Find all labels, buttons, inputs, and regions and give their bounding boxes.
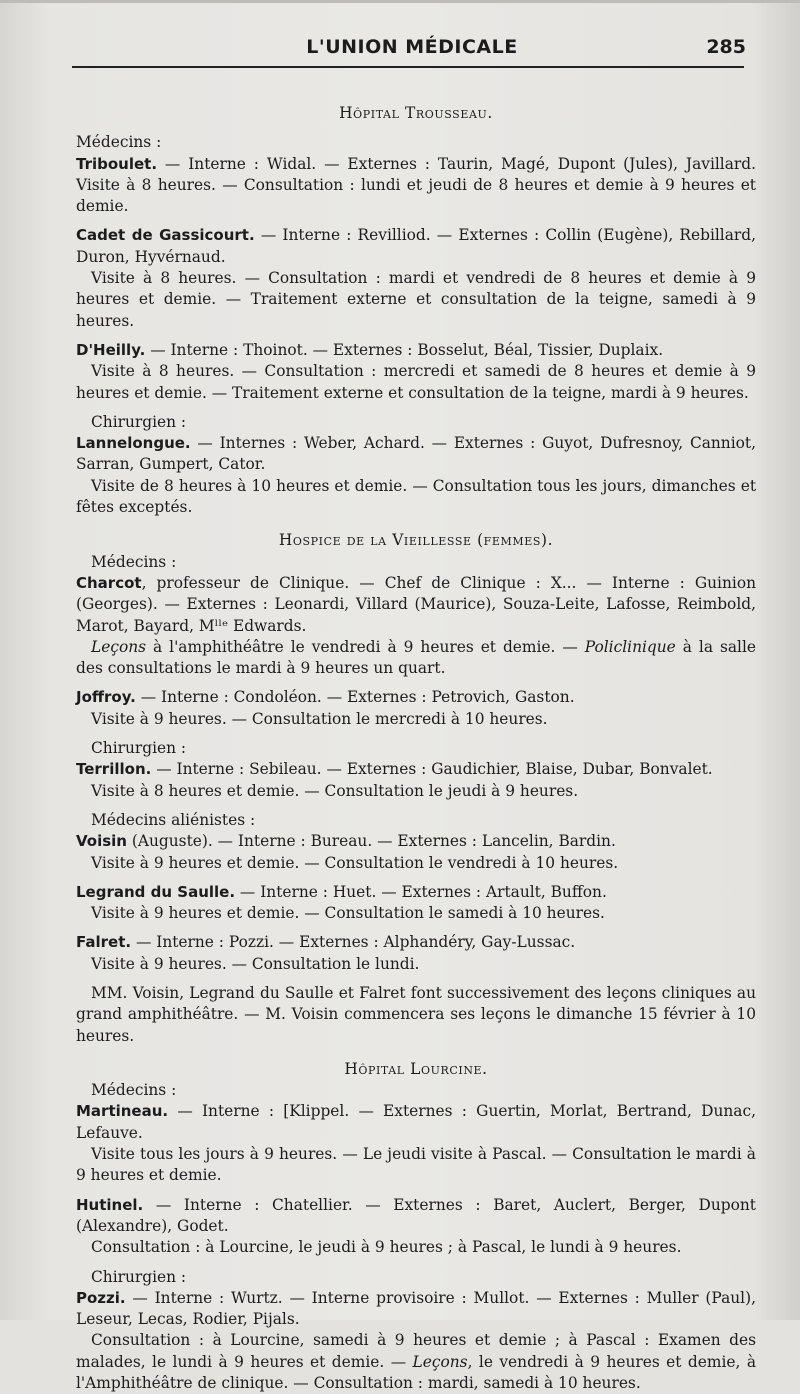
entry-text: Consultation : à Lourcine, samedi à 9 heures et demie ; à Pascal : Examen des malades, le lundi à 9 heures et demie. — (76, 1331, 756, 1371)
entry-lecons (76, 637, 756, 680)
doctor-name: Charcot (76, 573, 142, 592)
entry-consultation: Consultation : à Lourcine, le jeudi à 9 heures ; à Pascal, le lundi à 9 heures. (91, 1238, 682, 1257)
chirurgien-label: Chirurgien : (91, 412, 187, 431)
chirurgien-label: Chirurgien : (91, 1267, 187, 1286)
entry-text: — Interne : Wurtz. — Interne provisoire : Mullot. — Externes : Muller (Paul), Leseur, Lecas, Rodier, Pijals. (76, 1288, 756, 1329)
doctor-name: Pozzi. (76, 1288, 126, 1307)
doctor-name: Joffroy. (76, 688, 136, 707)
doctor-name: Legrand du Saulle. (76, 882, 236, 901)
entry-visit: Visite à 9 heures et demie. — Consultation le vendredi à 10 heures. (91, 853, 619, 872)
doctor-name: Lannelongue. (76, 434, 191, 453)
section-heading-lourcine: Hôpital Lourcine. (344, 1059, 488, 1078)
entry-text: — Interne : Thoinot. — Externes : Bosselut, Béal, Tissier, Duplaix. (145, 340, 664, 359)
entry-text: — Internes : Weber, Achard. — Externes : Guyot, Dufresnoy, Canniot, Sarran, Gumpert, Cator. (76, 434, 756, 474)
entry-text: — Interne : Pozzi. — Externes : Alphandéry, Gay-Lussac. (131, 933, 576, 952)
entry-visit: Visite à 9 heures. — Consultation le lundi. (91, 954, 420, 973)
doctor-name: D'Heilly. (76, 340, 146, 359)
medecins-label: Médecins : (76, 133, 162, 152)
entry-pozzi (76, 1288, 756, 1331)
entry-text: — Interne : Widal. — Externes : Taurin, Magé, Dupont (Jules), Javillard. Visite à 8 heures. — Consultation : lundi et jeudi de 8 heures et demie à 9 heures et demie. (76, 154, 756, 216)
medecins-label: Médecins : (91, 552, 177, 571)
entry-lannelongue (76, 433, 756, 476)
doctor-name: Terrillon. (76, 760, 152, 779)
article-body (76, 103, 756, 1394)
doctor-name: Hutinel. (76, 1195, 144, 1214)
top-edge (0, 0, 800, 3)
chirurgien-label: Chirurgien : (91, 739, 187, 758)
entry-voisin (76, 831, 756, 852)
entry-consultation (76, 1330, 756, 1394)
entry-text: à la salle des consultations le mardi à 9 heures un quart. (76, 637, 756, 678)
doctor-name: Triboulet. (76, 154, 158, 173)
entry-text: — Interne : [Klippel. — Externes : Guertin, Morlat, Bertrand, Dunac, Lefauve. (76, 1102, 756, 1142)
entry-heilly (76, 340, 756, 361)
entry-visit: Visite à 8 heures et demie. — Consultation le jeudi à 9 heures. (91, 781, 579, 800)
italic-term: Leçons (91, 637, 147, 656)
entry-falret (76, 932, 756, 953)
entry-hutinel (76, 1195, 756, 1238)
entry-visit: Visite à 9 heures et demie. — Consultation le samedi à 10 heures. (91, 904, 605, 923)
entry-visit: Visite de 8 heures à 10 heures et demie. — Consultation tous les jours, dimanches et fêtes exceptés. (76, 476, 756, 517)
medecins-label: Médecins : (91, 1081, 177, 1100)
page-number: 285 (706, 36, 746, 58)
header-rule (72, 66, 744, 68)
entry-text: — Interne : Huet. — Externes : Artault, Buffon. (235, 882, 607, 901)
entry-joffroy (76, 687, 756, 708)
entry-triboulet (76, 154, 756, 218)
italic-term: Leçons (412, 1352, 468, 1371)
doctor-name: Falret. (76, 933, 132, 952)
entry-charcot (76, 573, 756, 637)
running-header (72, 34, 752, 64)
section-heading-trousseau: Hôpital Trousseau. (339, 104, 493, 122)
italic-term: Policlinique (584, 637, 676, 656)
entry-martineau (76, 1101, 756, 1144)
entry-terrillon (76, 759, 756, 780)
doctor-name: Martineau. (76, 1102, 169, 1121)
alienistes-label: Médecins aliénistes : (91, 810, 256, 829)
doctor-name: Cadet de Gassicourt. (76, 226, 255, 245)
section-heading-vieillesse: Hospice de la Vieillesse (femmes). (278, 531, 554, 550)
entry-text: , le vendredi à 9 heures et demie, à l'Amphithéâtre de clinique. — Consultation : mardi, samedi à 10 heures. (76, 1352, 756, 1393)
journal-title: L'UNION MÉDICALE (306, 36, 518, 58)
entry-text: à l'amphithéâtre le vendredi à 9 heures et demie. — (146, 637, 585, 656)
entry-text: — Interne : Chatellier. — Externes : Baret, Auclert, Berger, Dupont (Alexandre), Godet. (76, 1195, 756, 1235)
entry-legrand (76, 882, 756, 903)
entry-visit: Visite à 8 heures. — Consultation : mercredi et samedi de 8 heures et demie à 9 heures et demie. — Traitement externe et consultation de la teigne, mardi à 9 heures. (76, 362, 756, 402)
entry-text: — Interne : Revilliod. — Externes : Collin (Eugène), Rebillard, Duron, Hyvérnaud. (76, 226, 757, 266)
doctor-name: Voisin (76, 832, 127, 851)
entry-text: (Auguste). — Interne : Bureau. — Externes : Lancelin, Bardin. (126, 832, 616, 851)
entry-text: — Interne : Condoléon. — Externes : Petrovich, Gaston. (135, 688, 575, 707)
entry-text: , professeur de Clinique. — Chef de Clinique : X... — Interne : Guinion (Georges). — Externes : Leonardi, Villard (Maurice), Souza-Leite, Lafosse, Reimbold, Marot, Bayard, Mˡˡᵉ Edwards. (76, 573, 756, 635)
entry-cadet (76, 225, 756, 268)
entry-visit: Visite à 8 heures. — Consultation : mardi et vendredi de 8 heures et demie à 9 heures et demie. — Traitement externe et consultation de la teigne, samedi à 9 heures. (76, 269, 756, 330)
entry-visit: Visite à 9 heures. — Consultation le mercredi à 10 heures. (91, 709, 548, 728)
note-lecons: MM. Voisin, Legrand du Saulle et Falret font successivement des leçons cliniques au grand amphithéâtre. — M. Voisin commencera ses leçons le dimanche 15 février à 10 heures. (76, 983, 756, 1045)
entry-visit: Visite tous les jours à 9 heures. — Le jeudi visite à Pascal. — Consultation le mardi à 9 heures et demie. (76, 1145, 756, 1185)
entry-text: — Interne : Sebileau. — Externes : Gaudichier, Blaise, Dubar, Bonvalet. (151, 760, 713, 779)
